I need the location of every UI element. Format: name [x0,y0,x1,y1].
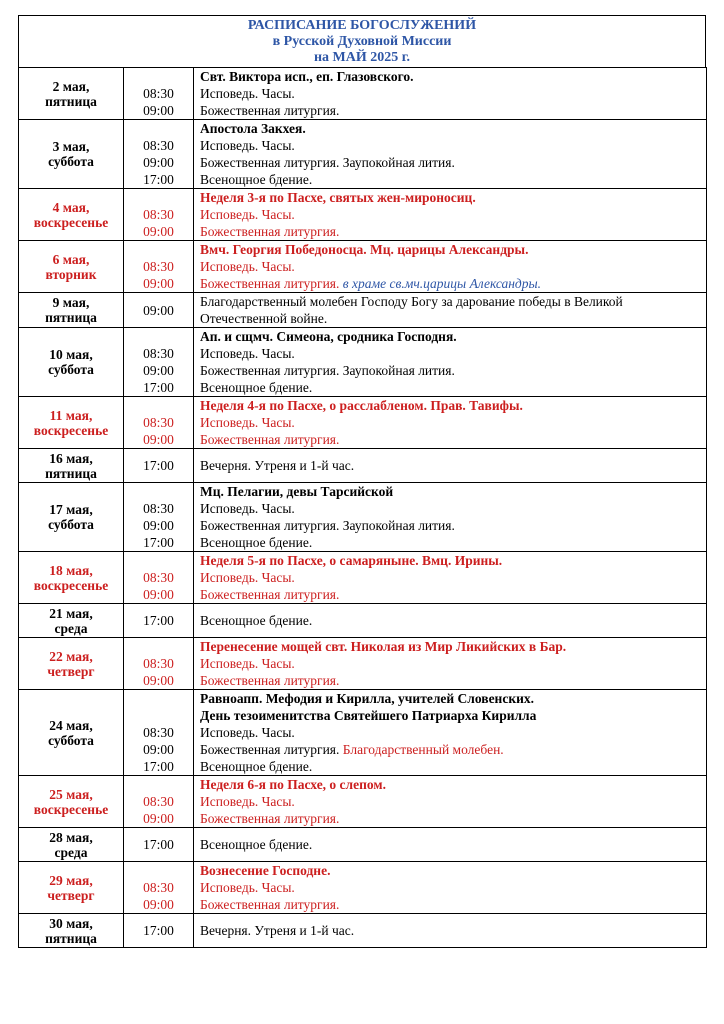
service-text: Всенощное бдение. [200,613,313,628]
times-cell [124,690,194,776]
times-cell [124,483,194,552]
times-cell [124,241,194,293]
date-cell [19,397,124,449]
service-line [200,517,706,534]
services-cell [194,552,707,604]
feast-title: Ап. и сщмч. Симеона, сродника Господня. [200,329,457,344]
service-text: Божественная литургия. [200,897,340,912]
service-line [200,154,706,171]
weekday-label: четверг [47,887,95,903]
times-cell [124,604,194,638]
location-note: в храме св.мч.царицы Александры. [342,276,542,291]
date-label: 30 мая, [49,915,93,931]
weekday-label: суббота [48,732,94,748]
service-line [200,810,706,827]
service-text: Божественная литургия. [200,811,340,826]
table-row [19,483,707,552]
date-label: 16 мая, [49,450,93,466]
table-row [19,449,707,483]
service-text: Исповедь. Часы. [200,259,295,274]
service-text: Исповедь. Часы. [200,725,295,740]
feast-title: Апостола Закхея. [200,121,306,136]
table-row [19,241,707,293]
services-cell [194,449,707,483]
date-label: 2 мая, [52,78,90,94]
services-cell [194,638,707,690]
table-row [19,690,707,776]
service-line [200,534,706,551]
date-label: 18 мая, [49,562,93,578]
date-label: 11 мая, [49,407,93,423]
date-label: 24 мая, [49,717,93,733]
times-cell [124,828,194,862]
service-text: Всенощное бдение. [200,172,313,187]
weekday-label: пятница [45,465,97,481]
service-text: Исповедь. Часы. [200,415,295,430]
table-row [19,638,707,690]
table-row [19,293,707,328]
date-cell [19,241,124,293]
service-time: 09:00 [143,518,174,533]
service-time: 09:00 [143,742,174,757]
date-cell [19,862,124,914]
times-cell [124,189,194,241]
service-text: Божественная литургия. [200,432,340,447]
times-cell [124,449,194,483]
service-time: 08:30 [143,86,174,101]
service-line [200,85,706,102]
services-cell [194,241,707,293]
services-cell [194,293,707,328]
times-cell [124,552,194,604]
service-line [200,379,706,396]
service-text: Божественная литургия. [200,276,340,291]
service-text: Божественная литургия. [200,673,340,688]
services-cell [194,397,707,449]
table-row [19,120,707,189]
table-row [19,397,707,449]
weekday-label: воскресенье [33,801,109,817]
services-cell [194,120,707,189]
date-label: 6 мая, [52,251,90,267]
date-cell [19,828,124,862]
service-line [200,457,706,474]
service-text: Исповедь. Часы. [200,794,295,809]
date-label: 21 мая, [49,605,93,621]
services-cell [194,828,707,862]
service-text: Вечерня. Утреня и 1-й час. [200,923,355,938]
date-label: 10 мая, [49,347,93,362]
weekday-label: четверг [47,663,95,679]
times-cell [124,328,194,397]
weekday-label: воскресенье [33,422,109,438]
service-time: 08:30 [143,880,174,895]
service-time: 08:30 [143,138,174,153]
feast-title: Равноапп. Мефодия и Кирилла, учителей Словенских. [200,691,535,706]
date-label: 17 мая, [49,502,93,517]
schedule-title [18,15,706,67]
service-time: 08:30 [143,794,174,809]
times-cell [124,397,194,449]
service-line [200,431,706,448]
times-cell [124,293,194,328]
services-cell [194,776,707,828]
service-text: Вечерня. Утреня и 1-й час. [200,458,355,473]
table-row [19,914,707,948]
service-time: 17:00 [143,380,174,395]
date-cell [19,293,124,328]
service-line [200,362,706,379]
table-row [19,604,707,638]
date-cell [19,690,124,776]
service-text: Благодарственный молебен Господу Богу за дарование победы в Великой Отечественной войне. [200,294,623,326]
service-line [200,672,706,689]
service-time: 09:00 [143,363,174,378]
weekday-label: суббота [48,154,94,169]
service-time: 09:00 [143,897,174,912]
service-time: 17:00 [143,172,174,187]
service-time: 09:00 [143,276,174,291]
service-time: 09:00 [143,155,174,170]
weekday-label: пятница [45,310,97,325]
date-cell [19,68,124,120]
date-cell [19,483,124,552]
table-row [19,328,707,397]
service-text: Божественная литургия. Заупокойная лития. [200,155,455,170]
service-line [200,293,706,327]
service-time: 08:30 [143,207,174,222]
service-text: Божественная литургия. [200,742,340,757]
weekday-label: воскресенье [33,577,109,593]
date-cell [19,914,124,948]
service-time: 09:00 [143,673,174,688]
date-cell [19,638,124,690]
service-time: 08:30 [143,415,174,430]
feast-title: Мц. Пелагии, девы Тарсийской [200,484,394,499]
feast-title: Неделя 5-я по Пасхе, о самаряныне. Вмц. Ирины. [200,553,503,568]
date-cell [19,776,124,828]
service-text: Исповедь. Часы. [200,207,295,222]
service-text: Исповедь. Часы. [200,501,295,516]
service-line [200,345,706,362]
times-cell [124,914,194,948]
times-cell [124,776,194,828]
service-line [200,223,706,240]
service-time: 08:30 [143,501,174,516]
service-line [200,586,706,603]
service-time: 09:00 [143,811,174,826]
title-line-3: на МАЙ 2025 г. [313,50,411,65]
service-text: Всенощное бдение. [200,759,313,774]
service-line [200,724,706,741]
service-line [200,758,706,775]
feast-title: Неделя 4-я по Пасхе, о расслабленом. Прав. Тавифы. [200,398,523,413]
feast-title: Неделя 6-я по Пасхе, о слепом. [200,777,386,792]
date-label: 25 мая, [49,786,93,802]
service-text: Божественная литургия. Заупокойная лития. [200,518,455,533]
weekday-label: воскресенье [33,214,109,230]
date-cell [19,328,124,397]
date-label: 9 мая, [52,295,90,310]
service-time: 17:00 [143,837,174,852]
title-line-1: РАСПИСАНИЕ БОГОСЛУЖЕНИЙ [247,18,477,33]
date-cell [19,189,124,241]
service-time: 09:00 [143,224,174,239]
table-row [19,189,707,241]
service-text: Исповедь. Часы. [200,880,295,895]
service-line [200,612,706,629]
services-cell [194,483,707,552]
service-text: Всенощное бдение. [200,535,313,550]
service-time: 09:00 [143,587,174,602]
services-cell [194,604,707,638]
weekday-label: суббота [48,362,94,377]
times-cell [124,68,194,120]
service-line [200,741,706,758]
services-cell [194,68,707,120]
schedule-sheet [18,15,706,948]
service-line [200,258,706,275]
service-time: 08:30 [143,656,174,671]
service-time: 09:00 [143,432,174,447]
times-cell [124,120,194,189]
date-label: 28 мая, [49,829,93,845]
service-time: 08:30 [143,725,174,740]
services-cell [194,690,707,776]
service-time: 08:30 [143,570,174,585]
service-text: Всенощное бдение. [200,380,313,395]
date-label: 29 мая, [49,872,93,888]
date-cell [19,604,124,638]
service-line [200,414,706,431]
feast-title: Вмч. Георгия Победоносца. Мц. царицы Александры. [200,242,529,257]
feast-title: Перенесение мощей свт. Николая из Мир Ликийских в Бар. [200,639,567,654]
feast-title: Вознесение Господне. [200,863,331,878]
title-line-2: в Русской Духовной Миссии [272,34,452,49]
service-line [200,793,706,810]
service-text: Божественная литургия. [200,587,340,602]
service-time: 17:00 [143,535,174,550]
weekday-label: вторник [45,266,97,282]
weekday-label: среда [54,844,88,860]
service-line [200,171,706,188]
service-time: 17:00 [143,613,174,628]
table-row [19,776,707,828]
weekday-label: суббота [48,517,94,532]
date-cell [19,120,124,189]
service-line [200,922,706,939]
feast-title: Неделя 3-я по Пасхе, святых жен-мироносиц. [200,190,476,205]
service-text: Исповедь. Часы. [200,138,295,153]
date-label: 3 мая, [52,139,90,154]
service-text: Божественная литургия. [200,103,340,118]
service-line [200,836,706,853]
service-time: 09:00 [143,103,174,118]
weekday-label: пятница [45,930,97,946]
thanksgiving-note: Благодарственный молебен. [342,742,504,757]
table-row [19,68,707,120]
services-cell [194,914,707,948]
service-time: 17:00 [143,759,174,774]
service-text: Божественная литургия. Заупокойная лития. [200,363,455,378]
services-cell [194,328,707,397]
times-cell [124,638,194,690]
service-line [200,102,706,119]
table-row [19,552,707,604]
service-text: Исповедь. Часы. [200,86,295,101]
service-line [200,500,706,517]
service-line [200,655,706,672]
feast-title: Свт. Виктора исп., еп. Глазовского. [200,69,414,84]
service-time: 08:30 [143,346,174,361]
schedule-table [18,67,707,948]
service-time: 17:00 [143,458,174,473]
service-line [200,569,706,586]
service-line [200,137,706,154]
service-text: Исповедь. Часы. [200,346,295,361]
service-line [200,896,706,913]
feast-subtitle: День тезоименитства Святейшего Патриарха Кирилла [200,708,537,723]
service-text: Всенощное бдение. [200,837,313,852]
service-text: Исповедь. Часы. [200,570,295,585]
table-row [19,862,707,914]
service-text: Исповедь. Часы. [200,656,295,671]
service-time: 09:00 [143,302,174,318]
table-row [19,828,707,862]
services-cell [194,189,707,241]
weekday-label: среда [54,620,88,636]
service-line [200,206,706,223]
date-cell [19,449,124,483]
service-time: 08:30 [143,259,174,274]
weekday-label: пятница [45,93,97,109]
service-text: Божественная литургия. [200,224,340,239]
service-line [200,275,706,292]
date-label: 4 мая, [52,199,90,215]
date-cell [19,552,124,604]
service-line [200,879,706,896]
services-cell [194,862,707,914]
date-label: 22 мая, [49,648,93,664]
service-time: 17:00 [143,923,174,938]
times-cell [124,862,194,914]
